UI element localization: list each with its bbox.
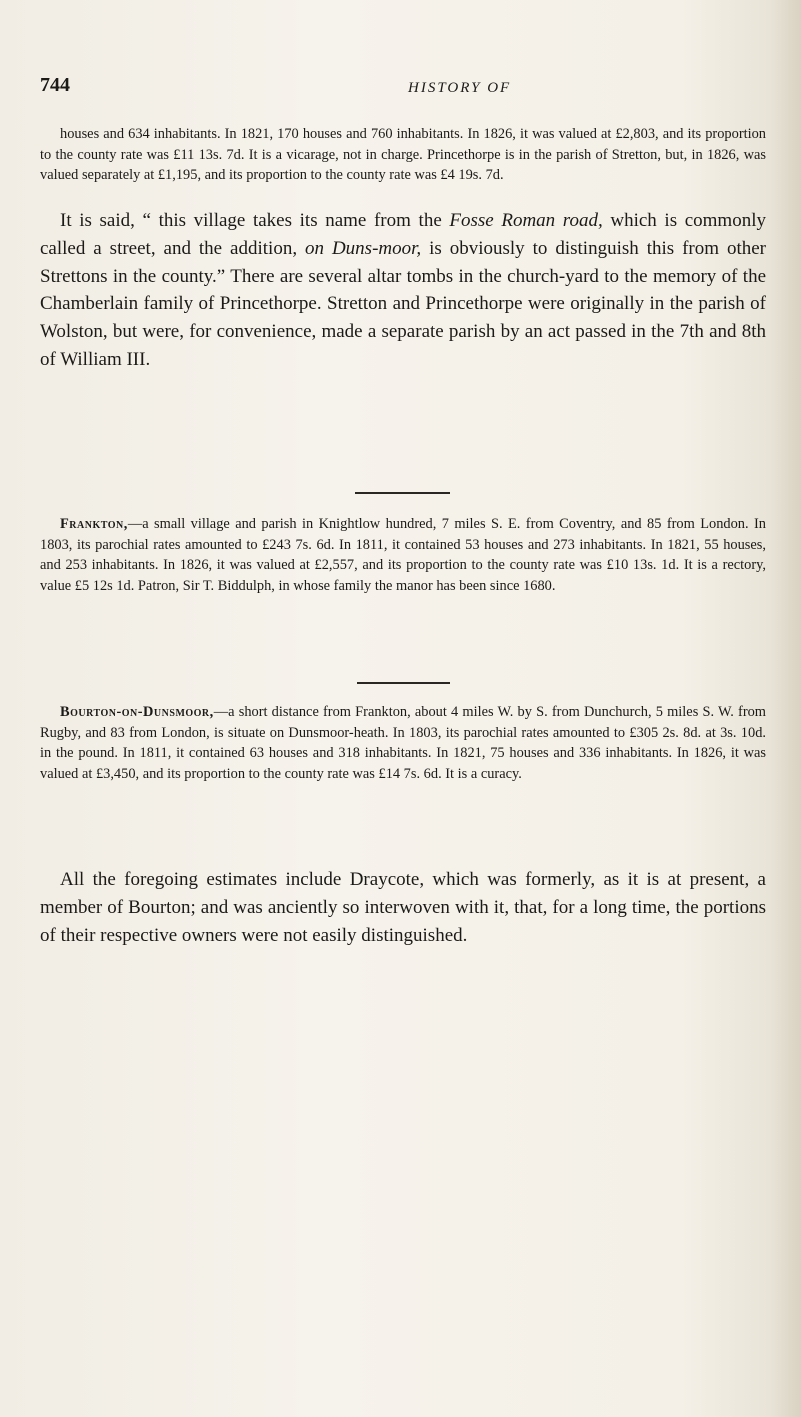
running-head: HISTORY OF (408, 80, 512, 96)
paragraph-draycote: All the foregoing estimates include Draycote, which was formerly, as it is at present, a member of Bourton; and was anciently so interwoven with it, that, for a long time, the portions of their respective owners were not easily distinguished. (40, 869, 766, 946)
entry-heading: Frankton, (60, 516, 128, 532)
page-header (40, 74, 760, 98)
entry-heading: Bourton-on-Dunsmoor, (60, 704, 214, 720)
paragraph-text: is obviously to distinguish this from other Strettons in the county.” There are several altar tombs in the church-yard to the memory of the Chamberlain family of Princethorpe. Stretton and Princethorpe were originally in the parish of Wolston, but were, for convenience, made a separate parish by an act passed in the 7th and 8th of William III. (40, 237, 767, 370)
entry-text: —a small village and parish in Knightlow hundred, 7 miles S. E. from Coventry, and 85 from London. In 1803, its parochial rates amounted to £243 7s. 6d. In 1811, it contained 53 houses and 273 inhabitants. In 1821, 55 houses, and 253 inhabitants. In 1826, it was valued at £2,557, and its proportion to the county rate was £10 13s. 1d. It is a rectory, value £5 12s 1d. Patron, Sir T. Biddulph, in whose family the manor has been since 1680. (40, 516, 766, 594)
paragraph-stretton-statistics: houses and 634 inhabitants. In 1821, 170 houses and 760 inhabitants. In 1826, it was valued at £2,803, and its proportion to the county rate was £11 13s. 7d. It is a vicarage, not in charge. Princethorpe is in the parish of Stretton, but, in 1826, was valued separately at £1,195, and its proportion to the county rate was £4 19s. 7d. (40, 126, 766, 183)
page-number: 744 (40, 74, 70, 96)
paragraph-text: It is said, “ this village takes its name from the (60, 210, 450, 231)
italic-phrase: Fosse Roman road, (449, 210, 603, 231)
section-divider (357, 682, 450, 684)
italic-phrase: on Duns-moor, (305, 237, 422, 259)
paragraph-village-name-origin (40, 207, 766, 374)
entry-frankton (40, 514, 766, 596)
entry-bourton-on-dunsmoor (40, 702, 766, 784)
entry-text: —a short distance from Frankton, about 4 miles W. by S. from Dunchurch, 5 miles S. W. from Rugby, and 83 from London, is situate on Dunsmoor-heath. In 1803, its parochial rates amounted to £305 2s. 8d. at 3s. 10d. in the pound. In 1811, it contained 63 houses and 318 inhabitants. In 1821, 75 houses and 336 inhabitants. In 1826, it was valued at £3,450, and its proportion to the county rate was £14 7s. 6d. It is a curacy. (40, 704, 766, 782)
section-divider (355, 492, 450, 494)
paragraph-text: which is commonly called a street, and the addition, (40, 210, 766, 259)
